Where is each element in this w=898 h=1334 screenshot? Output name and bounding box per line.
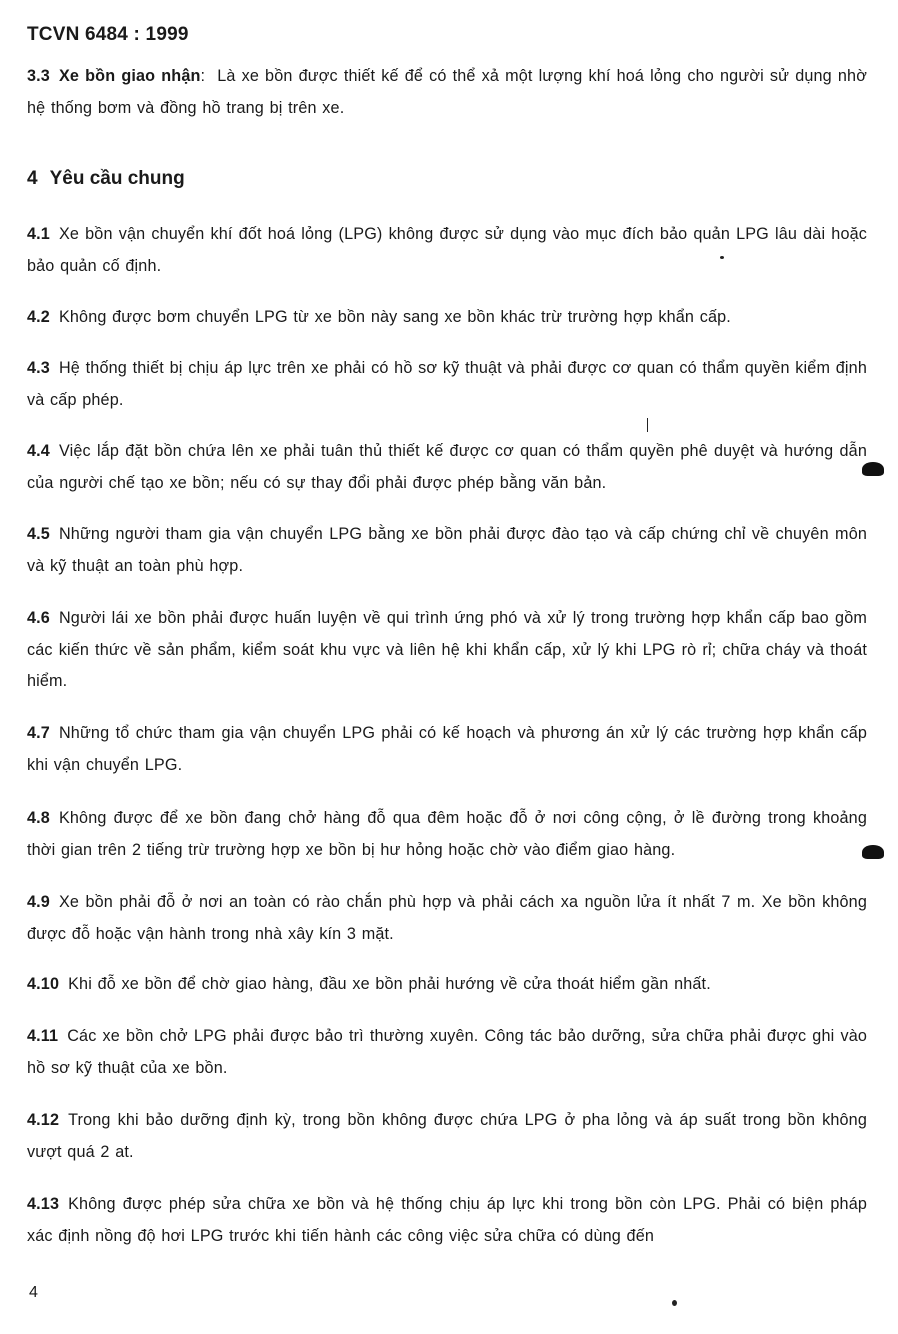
clause-4-9 [27, 887, 867, 950]
clause-text: Trong khi bảo dưỡng định kỳ, trong bồn không được chứa LPG ở pha lỏng và áp suất trong bồn không vượt quá 2 at. [27, 1111, 867, 1161]
clause-number: 4.13 [27, 1195, 60, 1213]
clause-number: 4.8 [27, 809, 50, 827]
scan-blot-mark [862, 462, 884, 476]
clause-text: Hệ thống thiết bị chịu áp lực trên xe phải có hồ sơ kỹ thuật và phải được cơ quan có thẩm quyền kiểm định và cấp phép. [27, 359, 867, 409]
clause-4-1 [27, 219, 867, 282]
clause-4-13 [27, 1189, 867, 1252]
clause-4-11 [27, 1021, 867, 1084]
section-title: Yêu cầu chung [49, 168, 185, 189]
scan-speck-mark [672, 1300, 677, 1306]
clause-number: 4.9 [27, 893, 50, 911]
page-number: 4 [29, 1284, 38, 1301]
clause-text: Khi đỗ xe bồn để chờ giao hàng, đầu xe bồn phải hướng về cửa thoát hiểm gần nhất. [68, 975, 711, 993]
definition-3-3 [27, 61, 867, 124]
clause-4-6 [27, 603, 867, 698]
scan-blot-mark [862, 845, 884, 859]
scan-speck-mark [647, 418, 648, 432]
clause-text: Các xe bồn chở LPG phải được bảo trì thường xuyên. Công tác bảo dưỡng, sửa chữa phải được ghi vào hồ sơ kỹ thuật của xe bồn. [27, 1027, 867, 1077]
clause-text: Xe bồn phải đỗ ở nơi an toàn có rào chắn phù hợp và phải cách xa nguồn lửa ít nhất 7 m. Xe bồn không được đỗ hoặc vận hành trong nhà xây kín 3 mặt. [27, 893, 867, 943]
definition-text: Là xe bồn được thiết kế để có thể xả một lượng khí hoá lỏng cho người sử dụng nhờ hệ thống bơm và đồng hồ trang bị trên xe. [27, 67, 867, 117]
clause-4-12 [27, 1105, 867, 1168]
clause-text: Những tổ chức tham gia vận chuyển LPG phải có kế hoạch và phương án xử lý các trường hợp khẩn cấp khi vận chuyển LPG. [27, 724, 867, 774]
section-number: 4 [27, 168, 38, 189]
clause-text: Việc lắp đặt bồn chứa lên xe phải tuân thủ thiết kế được cơ quan có thẩm quyền phê duyệt và hướng dẫn của người chế tạo xe bồn; nếu có sự thay đổi phải được phép bằng văn bản. [27, 442, 867, 492]
clause-number: 3.3 [27, 67, 50, 85]
clause-number: 4.6 [27, 609, 50, 627]
clause-number: 4.4 [27, 442, 50, 460]
clause-text: Những người tham gia vận chuyển LPG bằng xe bồn phải được đào tạo và cấp chứng chỉ về chuyên môn và kỹ thuật an toàn phù hợp. [27, 525, 867, 575]
clause-4-10 [27, 969, 867, 1001]
clause-4-4 [27, 436, 867, 499]
clause-number: 4.3 [27, 359, 50, 377]
clause-number: 4.10 [27, 975, 60, 993]
definition-separator: : [200, 67, 206, 85]
section-heading [27, 168, 185, 190]
scan-speck-mark [720, 256, 724, 259]
clause-4-2 [27, 302, 867, 334]
clause-text: Không được bơm chuyển LPG từ xe bồn này sang xe bồn khác trừ trường hợp khẩn cấp. [58, 308, 731, 326]
standard-code-header: TCVN 6484 : 1999 [27, 24, 189, 45]
clause-text: Không được phép sửa chữa xe bồn và hệ thống chịu áp lực khi trong bồn còn LPG. Phải có biện pháp xác định nồng độ hơi LPG trước khi tiến hành các công việc sửa chữa có dùng đến [27, 1195, 867, 1245]
clause-4-7 [27, 718, 867, 781]
clause-number: 4.2 [27, 308, 50, 326]
clause-text: Người lái xe bồn phải được huấn luyện về qui trình ứng phó và xử lý trong trường hợp khẩn cấp bao gồm các kiến thức về sản phẩm, kiểm soát khu vực và liên hệ khi khẩn cấp, xử lý khi LPG rò rỉ; chữa cháy và thoát hiểm. [27, 609, 867, 690]
definition-term: Xe bồn giao nhận [58, 67, 201, 85]
clause-number: 4.7 [27, 724, 50, 742]
clause-number: 4.1 [27, 225, 50, 243]
clause-4-3 [27, 353, 867, 416]
clause-number: 4.12 [27, 1111, 60, 1129]
clause-text: Không được để xe bồn đang chở hàng đỗ qua đêm hoặc đỗ ở nơi công cộng, ở lề đường trong khoảng thời gian trên 2 tiếng trừ trường hợp xe bồn bị hư hỏng hoặc chờ vào điểm giao hàng. [27, 809, 867, 859]
clause-number: 4.5 [27, 525, 50, 543]
clause-4-8 [27, 803, 867, 866]
clause-4-5 [27, 519, 867, 582]
clause-number: 4.11 [27, 1027, 59, 1045]
clause-text: Xe bồn vận chuyển khí đốt hoá lỏng (LPG) không được sử dụng vào mục đích bảo quản LPG lâu dài hoặc bảo quản cố định. [27, 225, 867, 275]
